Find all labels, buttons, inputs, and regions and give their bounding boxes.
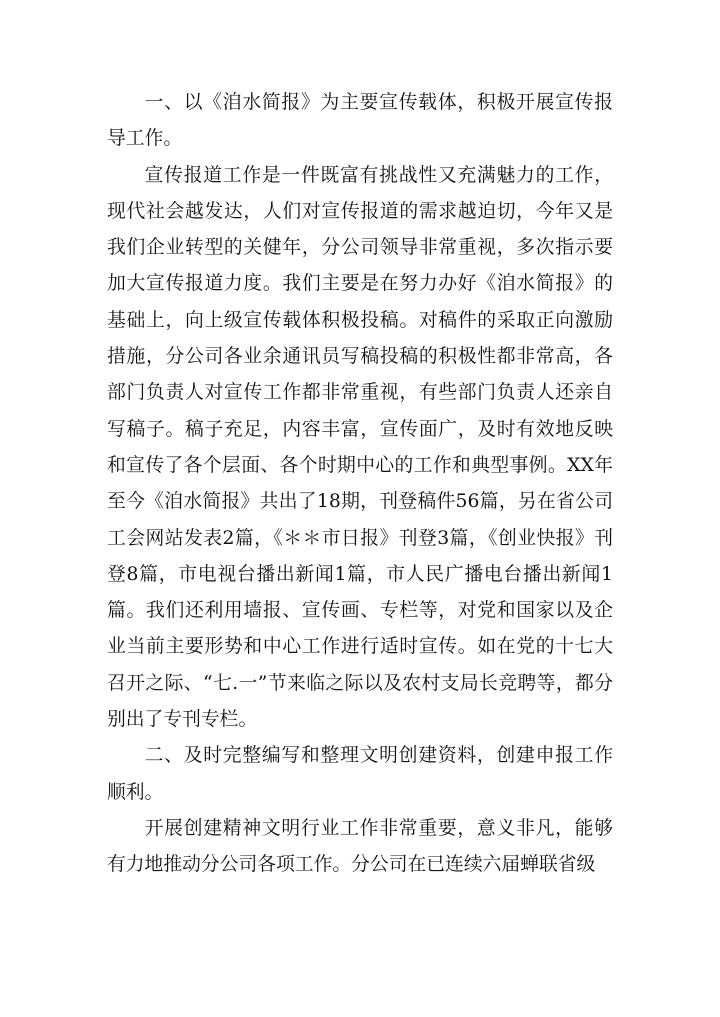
body-paragraph-2: 开展创建精神文明行业工作非常重要，意义非凡，能够有力地推动分公司各项工作。分公司在已连续六届蝉联省级 xyxy=(107,817,613,876)
section-heading-1: 一、以《洎水简报》为主要宣传载体，积极开展宣传报导工作。 xyxy=(107,92,613,150)
document-body xyxy=(107,85,613,884)
body-paragraph-1: 宣传报道工作是一件既富有挑战性又充满魅力的工作，现代社会越发达，人们对宣传报道的需求越迫切，今年又是我们企业转型的关健年，分公司领导非常重视，多次指示要加大宣传报道力度。我们主要是在努力办好《洎水简报》的基础上，向上级宣传载体积极投稿。对稿件的采取正向激励措施，分公司各业余通讯员写稿投稿的积极性都非常高，各部门负责人对宣传工作都非常重视，有些部门负责人还亲自写稿子。稿子充足，内容丰富，宣传面广，及时有效地反映和宣传了各个层面、各个时期中心的工作和典型事例。XX年至今《洎水简报》共出了18期，刊登稿件56篇，另在省公司工会网站发表2篇，《＊＊市日报》刊登3篇，《创业快报》刊登8篇，市电视台播出新闻1篇，市人民广播电台播出新闻1篇。我们还利用墙报、宣传画、专栏等，对党和国家以及企业当前主要形势和中心工作进行适时宣传。如在党的十七大召开之际、“七.一”节来临之际以及农村支局长竞聘等，都分别出了专刊专栏。 xyxy=(107,164,613,731)
section-heading-2: 二、及时完整编写和整理文明创建资料，创建申报工作顺利。 xyxy=(107,745,613,803)
